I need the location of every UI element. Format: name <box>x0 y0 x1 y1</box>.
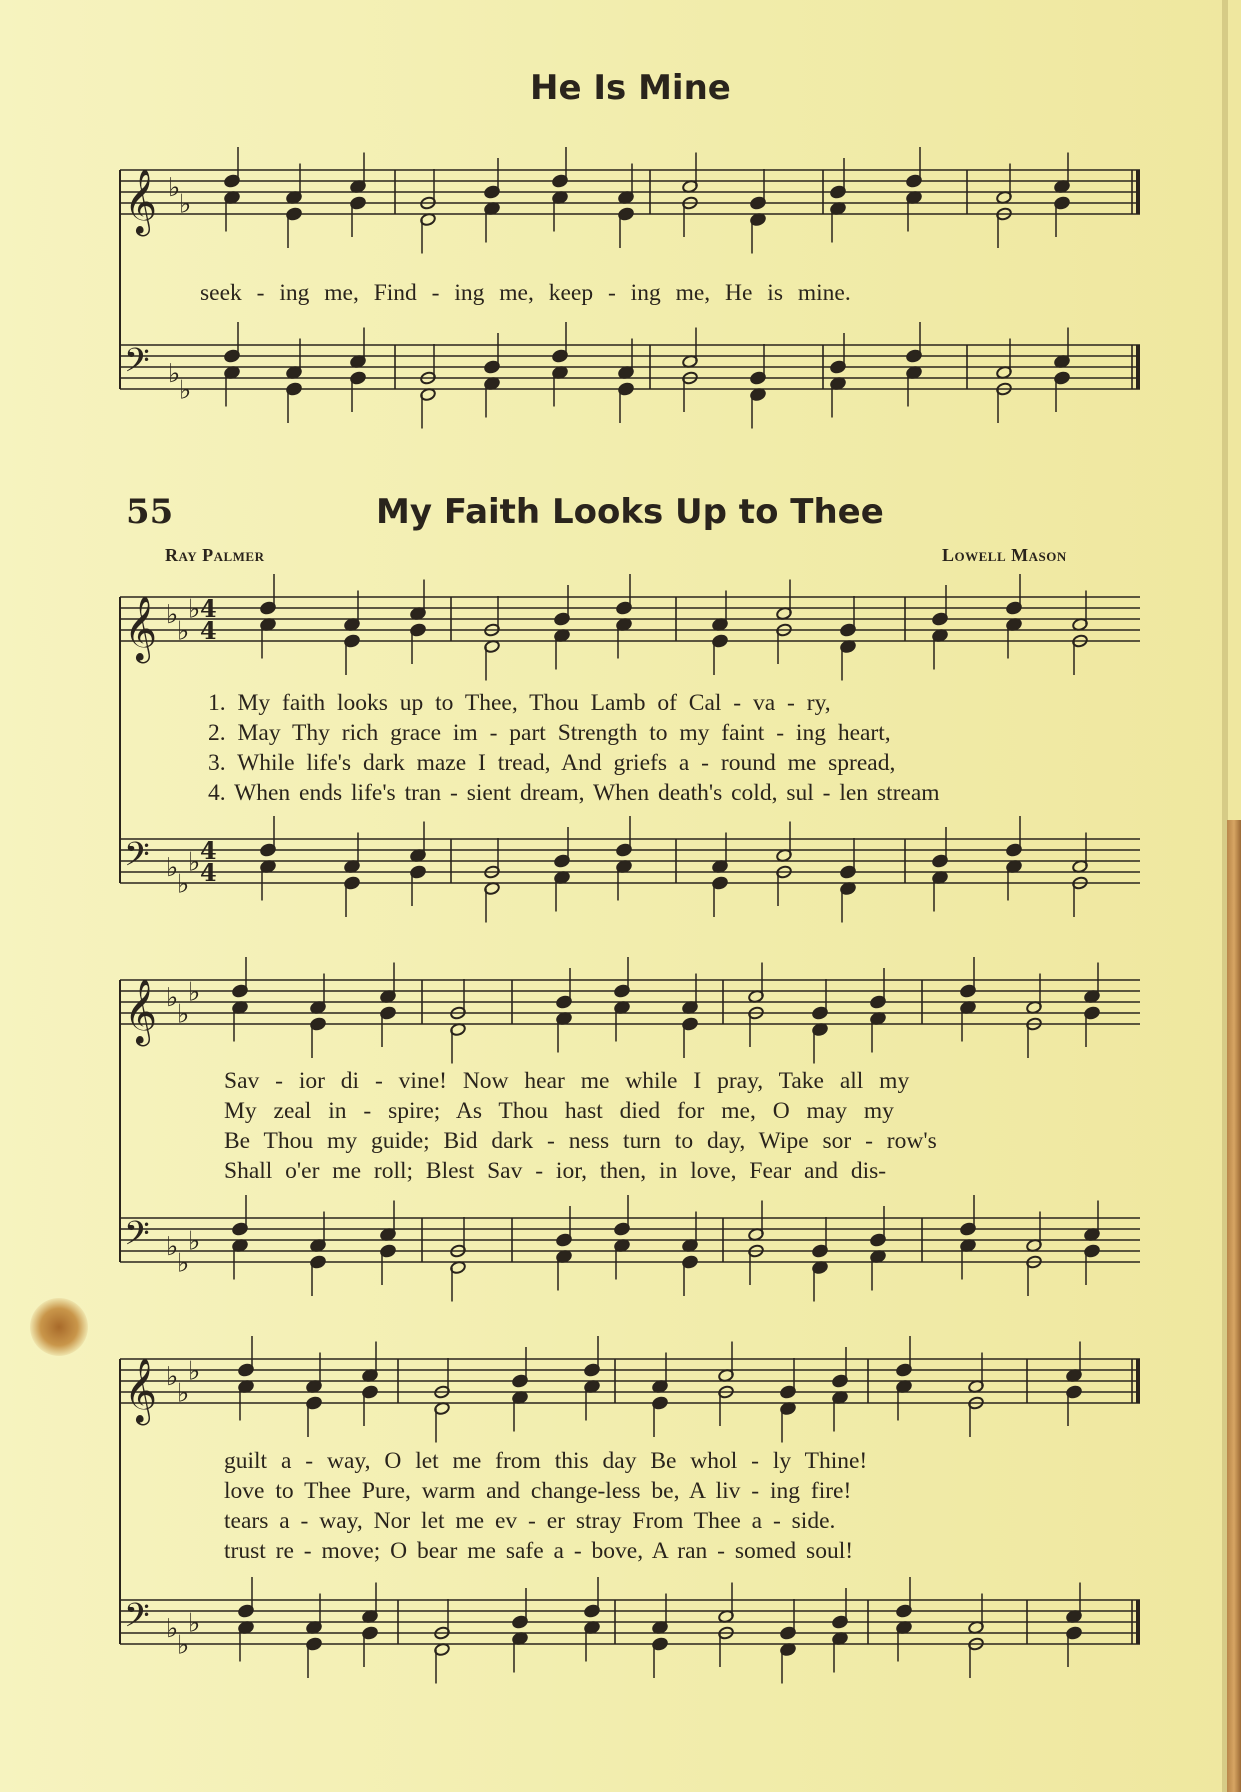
flat-sign: ♭ <box>177 1630 190 1661</box>
verse-line: love to Thee Pure, warm and change-less be, A liv - ing fire! <box>224 1478 852 1504</box>
treble-clef: 𝄞 <box>124 169 158 234</box>
flat-sign: ♭ <box>188 1356 201 1387</box>
treble-clef: 𝄞 <box>124 596 158 661</box>
flat-sign: ♭ <box>188 977 201 1008</box>
flat-sign: ♭ <box>166 983 179 1013</box>
treble-clef: 𝄞 <box>124 979 158 1044</box>
bass-clef: 𝄢 <box>124 1215 150 1261</box>
bass-clef: 𝄢 <box>124 836 150 882</box>
final-bar <box>1136 170 1140 214</box>
time-signature: 4 <box>200 836 217 865</box>
hymn-number: 55 <box>126 492 174 532</box>
time-signature: 4 <box>200 594 217 623</box>
verse-line: 3. While life's dark maze I tread, And griefs a - round me spread, <box>208 750 896 776</box>
bass-clef: 𝄢 <box>124 342 150 388</box>
verse-line: guilt a - way, O let me from this day Be whol - ly Thine! <box>224 1448 868 1474</box>
final-bar <box>1136 1359 1140 1403</box>
flat-sign: ♭ <box>179 189 192 220</box>
prev-hymn-lyric: seek - ing me, Find - ing me, keep - ing me, He is mine. <box>200 280 851 306</box>
time-signature: 4 <box>200 858 217 887</box>
verse-line: Be Thou my guide; Bid dark - ness turn to day, Wipe sor - row's <box>224 1128 937 1154</box>
verse-line: tears a - way, Nor let me ev - er stray From Thee a - side. <box>224 1508 836 1534</box>
flat-sign: ♭ <box>188 1226 201 1257</box>
flat-sign: ♭ <box>177 869 190 900</box>
flat-sign: ♭ <box>188 847 201 878</box>
flat-sign: ♭ <box>177 616 190 647</box>
flat-sign: ♭ <box>166 853 179 883</box>
flat-sign: ♭ <box>188 1608 201 1639</box>
lyricist-credit: Ray Palmer <box>165 545 265 565</box>
verse-line: 4. When ends life's tran - sient dream, When death's cold, sul - len stream <box>208 780 940 806</box>
flat-sign: ♭ <box>188 594 201 625</box>
flat-sign: ♭ <box>177 1378 190 1409</box>
treble-clef: 𝄞 <box>124 1358 158 1423</box>
flat-sign: ♭ <box>168 173 181 203</box>
time-signature: 4 <box>200 616 217 645</box>
prev-hymn-title: He Is Mine <box>530 68 731 108</box>
bass-clef: 𝄢 <box>124 1597 150 1643</box>
flat-sign: ♭ <box>166 1362 179 1392</box>
flat-sign: ♭ <box>177 999 190 1030</box>
flat-sign: ♭ <box>177 1248 190 1279</box>
verse-line: trust re - move; O bear me safe a - bove, A ran - somed soul! <box>224 1538 854 1564</box>
flat-sign: ♭ <box>166 600 179 630</box>
hymn-title: My Faith Looks Up to Thee <box>376 492 884 532</box>
final-bar <box>1136 345 1140 389</box>
flat-sign: ♭ <box>168 359 181 389</box>
flat-sign: ♭ <box>179 375 192 406</box>
verse-line: Sav - ior di - vine! Now hear me while I pray, Take all my <box>224 1068 910 1094</box>
verse-line: Shall o'er me roll; Blest Sav - ior, then, in love, Fear and dis- <box>224 1158 887 1184</box>
final-bar <box>1136 1600 1140 1644</box>
verse-line: 1. My faith looks up to Thee, Thou Lamb of Cal - va - ry, <box>208 690 831 716</box>
verse-line: My zeal in - spire; As Thou hast died for me, O may my <box>224 1098 894 1124</box>
flat-sign: ♭ <box>166 1614 179 1644</box>
verse-line: 2. May Thy rich grace im - part Strength to my faint - ing heart, <box>208 720 891 746</box>
flat-sign: ♭ <box>166 1232 179 1262</box>
composer-credit: Lowell Mason <box>942 545 1067 565</box>
